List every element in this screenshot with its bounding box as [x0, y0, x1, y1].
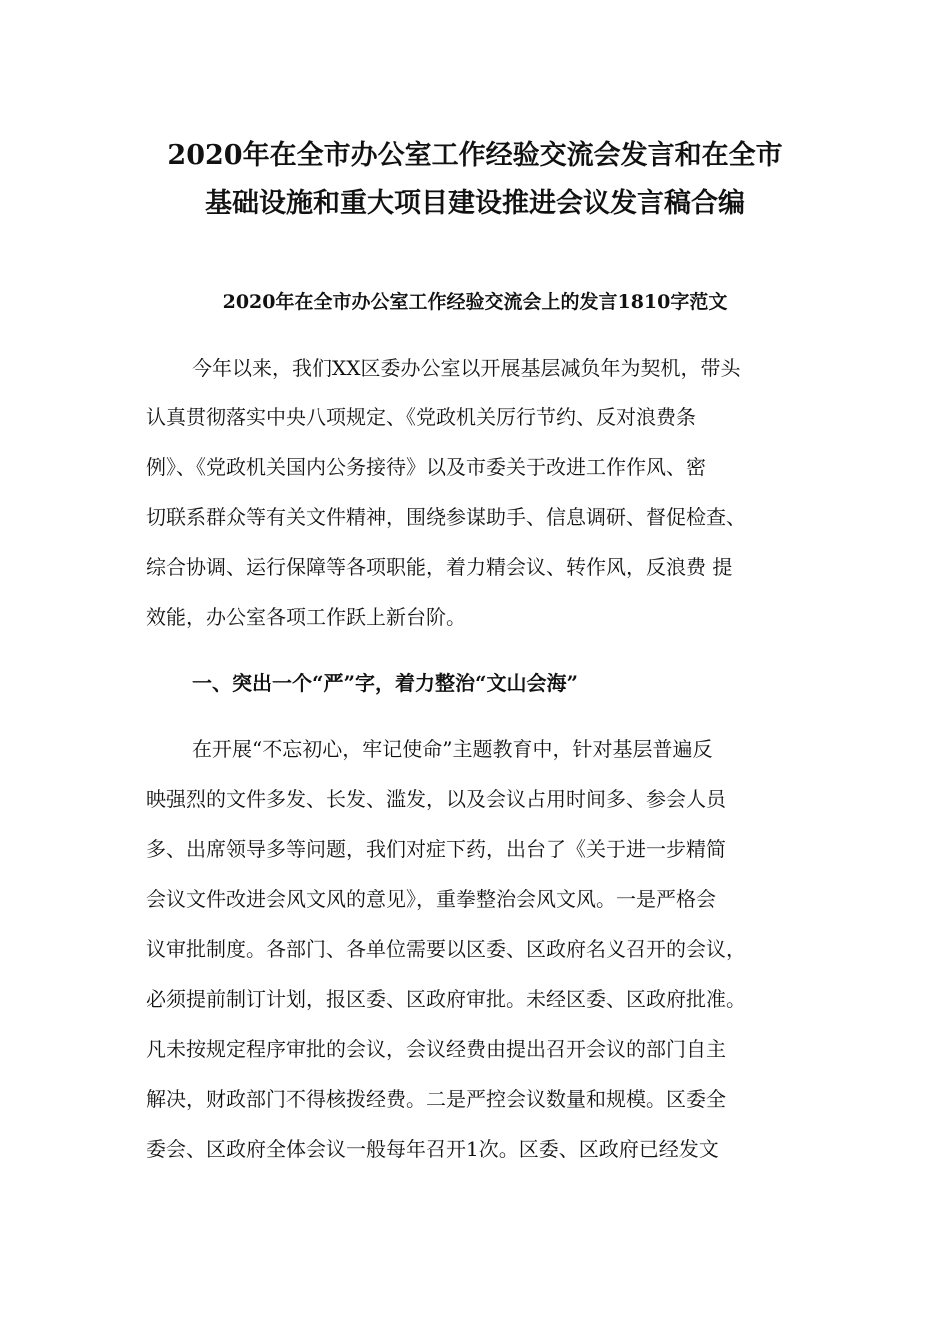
- paragraph-1-line-6: 效能，办公室各项工作跃上新台阶。: [146, 605, 466, 629]
- paragraph-2-line-8: 解决，财政部门不得核拨经费。二是严控会议数量和规模。区委全: [146, 1087, 726, 1111]
- document-title-line-1: 2020年在全市办公室工作经验交流会发言和在全市: [167, 140, 783, 171]
- section-1-heading: 一、突出一个“严”字，着力整治“文山会海”: [192, 671, 579, 695]
- paragraph-2-line-2: 映强烈的文件多发、长发、滥发，以及会议占用时间多、参会人员: [146, 787, 726, 811]
- paragraph-2-line-3: 多、出席领导多等问题，我们对症下药，出台了《关于进一步精简: [146, 837, 726, 861]
- paragraph-2-line-4: 会议文件改进会风文风的意见》，重拳整治会风文风。一是严格会: [146, 887, 716, 911]
- paragraph-2-line-9: 委会、区政府全体会议一般每年召开1次。区委、区政府已经发文: [146, 1137, 719, 1161]
- speech-subtitle: 2020年在全市办公室工作经验交流会上的发言1810字范文: [222, 291, 728, 313]
- paragraph-1-line-1: 今年以来，我们XX区委办公室以开展基层减负年为契机，带头: [192, 356, 741, 380]
- paragraph-2-line-7: 凡未按规定程序审批的会议，会议经费由提出召开会议的部门自主: [146, 1037, 726, 1061]
- paragraph-1-line-3: 例》、《党政机关国内公务接待》以及市委关于改进工作作风、密: [146, 455, 706, 479]
- document-title-line-2: 基础设施和重大项目建设推进会议发言稿合编: [205, 188, 745, 219]
- paragraph-1-line-4: 切联系群众等有关文件精神，围绕参谋助手、信息调研、督促检查、: [146, 505, 746, 529]
- paragraph-1-line-5: 综合协调、运行保障等各项职能，着力精会议、转作风，反浪费 提: [146, 555, 733, 579]
- paragraph-2-line-5: 议审批制度。各部门、各单位需要以区委、区政府名义召开的会议，: [146, 937, 746, 961]
- paragraph-1-line-2: 认真贯彻落实中央八项规定、《党政机关厉行节约、反对浪费条: [146, 405, 696, 429]
- paragraph-2-line-6: 必须提前制订计划，报区委、区政府审批。未经区委、区政府批准。: [146, 987, 746, 1011]
- paragraph-2-line-1: 在开展“不忘初心，牢记使命”主题教育中，针对基层普遍反: [192, 737, 713, 761]
